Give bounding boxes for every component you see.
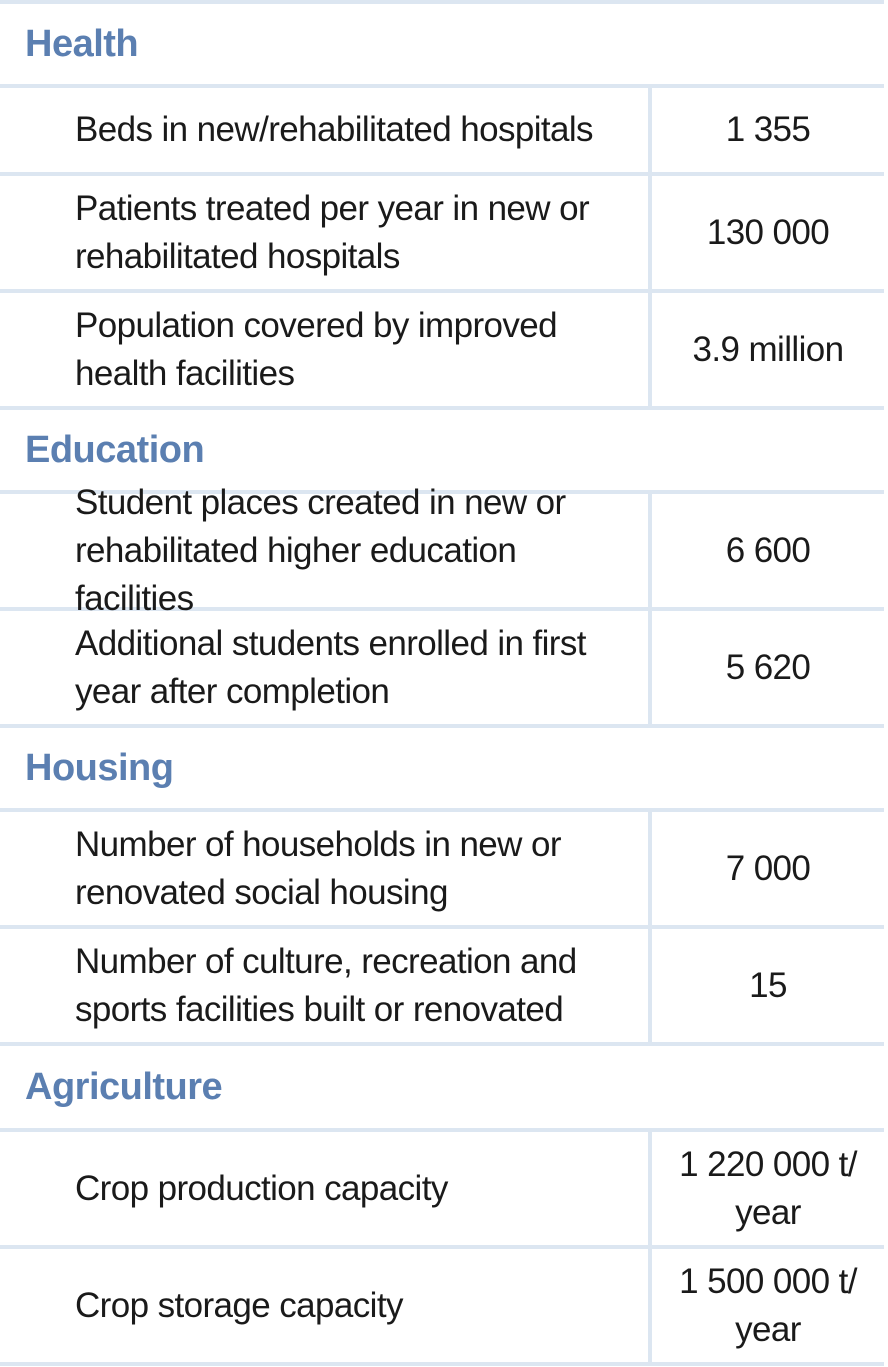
table-row — [0, 812, 884, 929]
section-header-agriculture: Agriculture — [0, 1046, 884, 1132]
row-value: 3.9 million — [692, 329, 844, 369]
table-row — [0, 929, 884, 1046]
row-value: 7 000 — [725, 848, 811, 888]
row-value: 15 — [749, 965, 787, 1005]
table-row — [0, 176, 884, 293]
section-header-education: Education — [0, 410, 884, 494]
table-row — [0, 88, 884, 176]
row-label: Number of culture, recreation and sports facilities built or renovated — [0, 929, 652, 1042]
row-label: Crop storage capacity — [0, 1249, 652, 1362]
section-header-housing: Housing — [0, 728, 884, 812]
row-value: 5 620 — [725, 647, 811, 687]
row-label: Beds in new/rehabilitated hospitals — [0, 88, 652, 172]
row-label: Crop production capacity — [0, 1132, 652, 1245]
table-row — [0, 611, 884, 728]
row-label: Additional students enrolled in first year after completion — [0, 611, 652, 724]
table-row — [0, 1132, 884, 1249]
row-label: Student places created in new or rehabilitated higher education facilities — [0, 494, 652, 607]
row-label: Population covered by improved health facilities — [0, 293, 652, 406]
row-value: 1 500 000 t/ year — [679, 1261, 857, 1349]
row-value: 1 220 000 t/ year — [679, 1144, 857, 1232]
row-label: Number of households in new or renovated social housing — [0, 812, 652, 925]
table-row — [0, 293, 884, 410]
row-value: 6 600 — [725, 530, 811, 570]
table-row — [0, 1249, 884, 1366]
section-header-health: Health — [0, 4, 884, 88]
row-value: 1 355 — [725, 110, 811, 149]
table-row — [0, 482, 884, 618]
row-label: Patients treated per year in new or rehabilitated hospitals — [0, 176, 652, 289]
row-value: 130 000 — [706, 212, 830, 252]
